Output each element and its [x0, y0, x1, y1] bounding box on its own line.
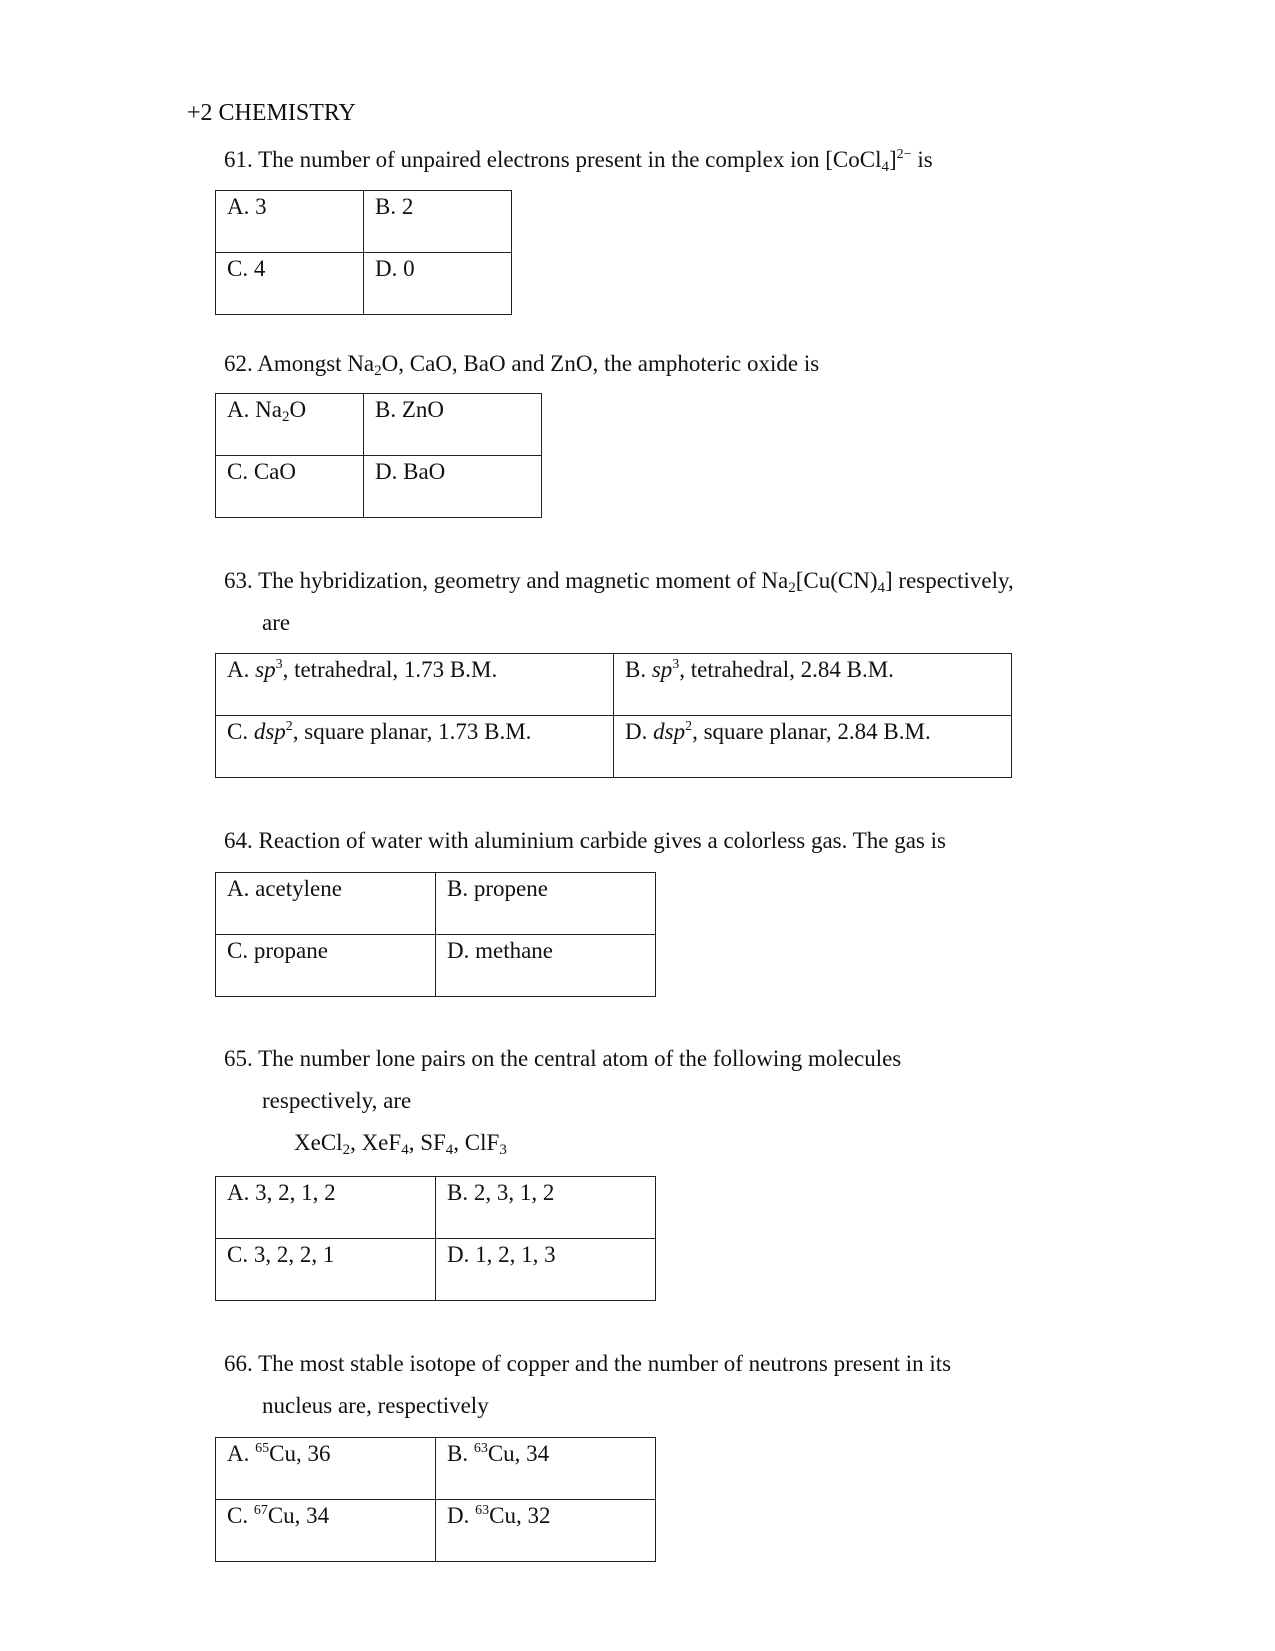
question-continuation: respectively, are	[262, 1088, 412, 1113]
question-number: 61.	[224, 147, 253, 172]
options-table-66	[215, 1437, 656, 1562]
option-b: B. 2	[364, 191, 512, 253]
option-b: B. ZnO	[364, 394, 542, 456]
option-a: A. $Na_2O$	[216, 394, 364, 456]
option-a: A. acetylene	[216, 873, 436, 935]
question-number: 62.	[224, 351, 253, 376]
options-table-64	[215, 872, 656, 997]
option-d: D. dsp$^2$, square planar, 2.84 B.M.	[614, 716, 1012, 778]
option-c: C. propane	[216, 935, 436, 997]
question-63	[224, 560, 1014, 644]
question-66	[224, 1343, 951, 1427]
option-a: A. $^{65}$Cu, 36	[216, 1438, 436, 1500]
option-c: C. 3, 2, 2, 1	[216, 1239, 436, 1301]
option-c: C. 4	[216, 253, 364, 315]
option-d: D. 1, 2, 1, 3	[436, 1239, 656, 1301]
question-text: The hybridization, geometry and magnetic moment of $Na_2[Cu(CN)_4]$ respectively,	[258, 568, 1014, 596]
option-a: A. $sp^3$, tetrahedral, 1.73 B.M.	[216, 654, 614, 716]
option-b: B. $^{63}$Cu, 34	[436, 1438, 656, 1500]
option-c: C. $^{67}$Cu, 34	[216, 1500, 436, 1562]
options-table-63	[215, 653, 1012, 778]
option-b: B. propene	[436, 873, 656, 935]
question-64	[224, 820, 946, 862]
option-a: A. 3, 2, 1, 2	[216, 1177, 436, 1239]
question-text: The most stable isotope of copper and the number of neutrons present in its	[258, 1351, 952, 1376]
option-d: D. BaO	[364, 456, 542, 518]
question-65	[224, 1038, 901, 1164]
options-table-61	[215, 190, 512, 315]
question-number: 63.	[224, 568, 253, 593]
question-62	[224, 343, 819, 385]
question-number: 65.	[224, 1046, 253, 1071]
options-table-62	[215, 393, 542, 518]
question-continuation: are	[262, 610, 291, 635]
option-b: B. 2, 3, 1, 2	[436, 1177, 656, 1239]
question-text: The number of unpaired electrons present in the complex ion [CoCl$_4$]$^{2-}$ is	[258, 147, 933, 175]
question-text: Amongst $Na_2O$, CaO, BaO and ZnO, the amphoteric oxide is	[257, 351, 820, 379]
option-a: A. 3	[216, 191, 364, 253]
option-c: C. CaO	[216, 456, 364, 518]
option-b: B. $sp^3$, tetrahedral, 2.84 B.M.	[614, 654, 1012, 716]
molecule-list: XeCl$_2$, XeF$_4$, $SF_4$, ClF$_3$	[294, 1130, 507, 1158]
page-header: +2 CHEMISTRY	[187, 100, 356, 126]
option-d: D. 0	[364, 253, 512, 315]
question-61	[224, 139, 933, 181]
option-d: D. $^{63}$Cu, 32	[436, 1500, 656, 1562]
question-number: 66.	[224, 1351, 253, 1376]
question-text: Reaction of water with aluminium carbide gives a colorless gas. The gas is	[258, 828, 946, 853]
option-c: C. dsp$^2$, square planar, 1.73 B.M.	[216, 716, 614, 778]
question-text: The number lone pairs on the central atom of the following molecules	[258, 1046, 902, 1071]
question-number: 64.	[224, 828, 253, 853]
question-continuation: nucleus are, respectively	[262, 1393, 489, 1418]
option-d: D. methane	[436, 935, 656, 997]
options-table-65	[215, 1176, 656, 1301]
